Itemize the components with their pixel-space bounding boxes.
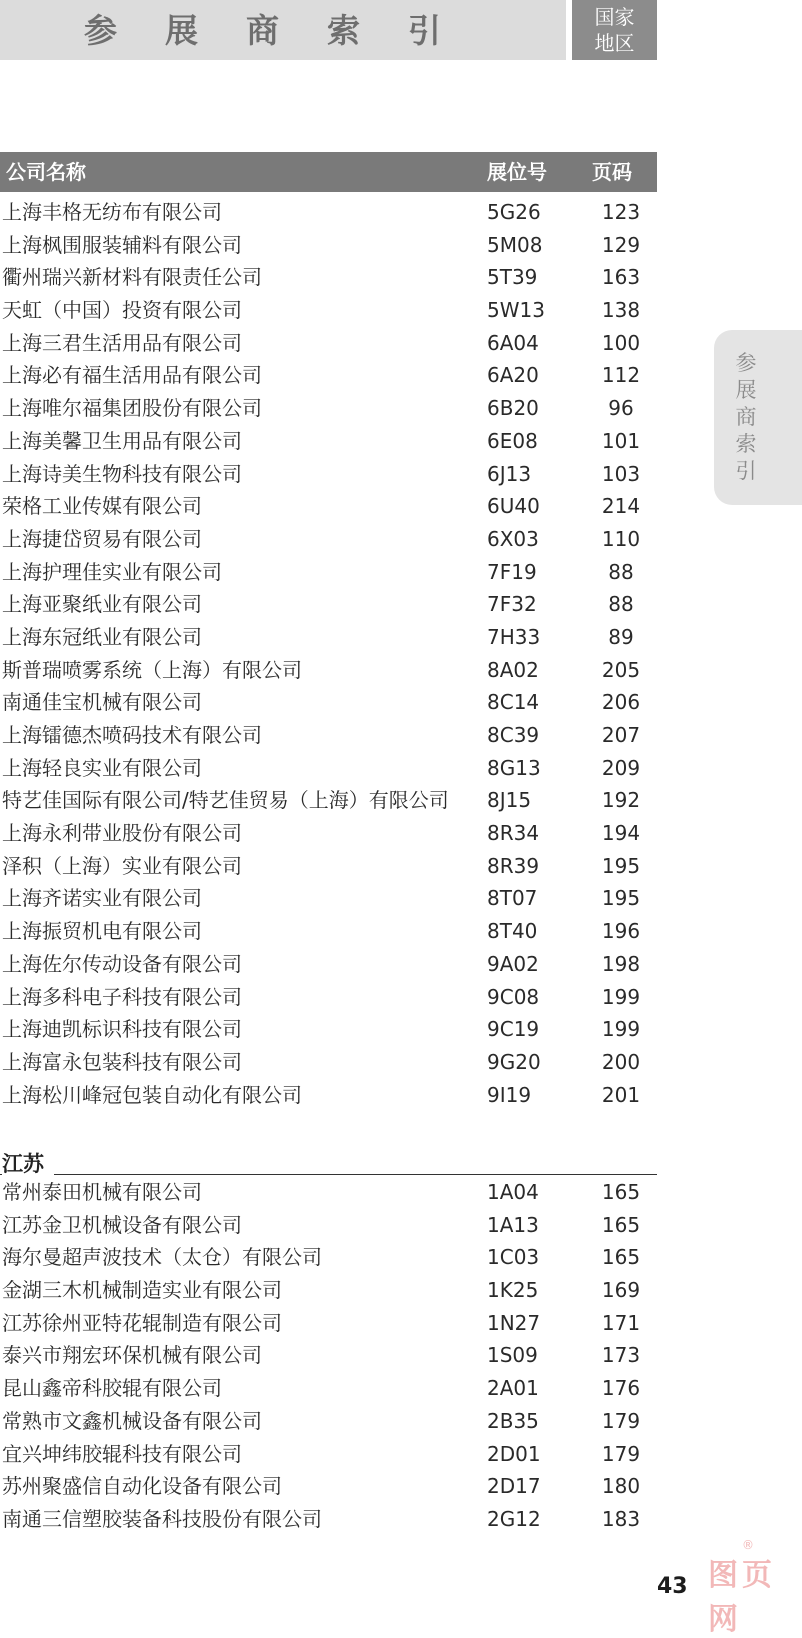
booth-number: 7F32 bbox=[487, 592, 537, 617]
page-ref: 163 bbox=[601, 265, 641, 290]
company-name: 上海东冠纸业有限公司 bbox=[2, 624, 202, 649]
booth-number: 9A02 bbox=[487, 951, 539, 976]
page-ref: 179 bbox=[601, 1408, 641, 1433]
section-title: 江苏 bbox=[2, 1148, 54, 1178]
booth-number: 1K25 bbox=[487, 1278, 539, 1303]
booth-number: 1A13 bbox=[487, 1212, 539, 1237]
col-booth-header: 展位号 bbox=[487, 160, 547, 184]
company-name: 宜兴坤纬胶辊科技有限公司 bbox=[2, 1441, 242, 1466]
table-row bbox=[0, 784, 657, 817]
table-row bbox=[0, 1046, 657, 1079]
page-ref: 88 bbox=[608, 559, 634, 584]
table-row bbox=[0, 458, 657, 491]
table-row bbox=[0, 654, 657, 687]
page-ref: 123 bbox=[601, 200, 641, 224]
booth-number: 5W13 bbox=[487, 298, 545, 323]
table-row bbox=[0, 1339, 657, 1372]
table-row bbox=[0, 1274, 657, 1307]
booth-number: 8C14 bbox=[487, 690, 540, 715]
company-name: 上海永利带业股份有限公司 bbox=[2, 821, 242, 846]
page-title: 参展商索引 bbox=[84, 11, 489, 50]
company-name: 江苏金卫机械设备有限公司 bbox=[2, 1212, 242, 1237]
table-row bbox=[0, 294, 657, 327]
page-ref: 206 bbox=[601, 690, 641, 715]
table-row bbox=[0, 1438, 657, 1471]
company-name: 上海唯尔福集团股份有限公司 bbox=[2, 396, 262, 421]
page-ref: 88 bbox=[608, 592, 634, 617]
booth-number: 8R34 bbox=[487, 821, 540, 846]
company-name: 上海多科电子科技有限公司 bbox=[2, 984, 242, 1009]
company-name: 昆山鑫帝科胶辊有限公司 bbox=[2, 1376, 222, 1401]
booth-number: 2D17 bbox=[487, 1474, 541, 1499]
booth-number: 7H33 bbox=[487, 624, 541, 649]
company-name: 上海护理佳实业有限公司 bbox=[2, 559, 222, 584]
page-ref: 199 bbox=[601, 984, 641, 1009]
page-ref: 194 bbox=[601, 821, 641, 846]
booth-number: 8A02 bbox=[487, 657, 539, 682]
page-ref: 176 bbox=[601, 1376, 641, 1401]
table-row bbox=[0, 556, 657, 589]
table-row bbox=[0, 1209, 657, 1242]
page-ref: 205 bbox=[601, 657, 641, 682]
table-row bbox=[0, 948, 657, 981]
booth-number: 2A01 bbox=[487, 1376, 539, 1401]
page-ref: 199 bbox=[601, 1017, 641, 1042]
table-row bbox=[0, 359, 657, 392]
page-ref: 196 bbox=[601, 919, 641, 944]
col-company-header: 公司名称 bbox=[6, 160, 86, 184]
company-name: 上海佐尔传动设备有限公司 bbox=[2, 951, 242, 976]
booth-number: 9C08 bbox=[487, 984, 540, 1009]
company-name: 上海镭德杰喷码技术有限公司 bbox=[2, 723, 262, 747]
page-ref: 165 bbox=[601, 1245, 641, 1270]
table-row bbox=[0, 1503, 657, 1536]
booth-number: 6X03 bbox=[487, 526, 539, 551]
table-row bbox=[0, 229, 657, 262]
company-name: 上海亚聚纸业有限公司 bbox=[2, 592, 202, 617]
table-row bbox=[0, 261, 657, 294]
company-name: 泰兴市翔宏环保机械有限公司 bbox=[2, 1343, 262, 1368]
booth-number: 9C19 bbox=[487, 1017, 540, 1042]
page-ref: 195 bbox=[601, 853, 641, 878]
booth-number: 8J15 bbox=[487, 788, 532, 813]
page-ref: 129 bbox=[601, 232, 641, 257]
table-row bbox=[0, 392, 657, 425]
page-ref: 112 bbox=[601, 363, 641, 388]
page-ref: 101 bbox=[601, 428, 641, 453]
col-page-header: 页码 bbox=[592, 160, 632, 184]
booth-number: 8G13 bbox=[487, 755, 541, 780]
watermark-logo: 图页网 bbox=[708, 1558, 776, 1637]
table-header bbox=[0, 152, 657, 192]
table-row bbox=[0, 621, 657, 654]
page-ref: 200 bbox=[601, 1049, 641, 1074]
booth-number: 2G12 bbox=[487, 1506, 541, 1531]
booth-number: 7F19 bbox=[487, 559, 537, 584]
company-name: 上海诗美生物科技有限公司 bbox=[2, 461, 242, 486]
page-ref: 201 bbox=[601, 1082, 641, 1107]
page-ref: 173 bbox=[601, 1343, 641, 1368]
company-name: 斯普瑞喷雾系统（上海）有限公司 bbox=[2, 657, 302, 682]
table-row bbox=[0, 1405, 657, 1438]
booth-number: 6E08 bbox=[487, 428, 538, 453]
page-ref: 198 bbox=[601, 951, 641, 976]
booth-number: 5G26 bbox=[487, 200, 541, 224]
booth-number: 1C03 bbox=[487, 1245, 540, 1270]
company-name: 上海松川峰冠包装自动化有限公司 bbox=[2, 1082, 302, 1107]
table-row bbox=[0, 719, 657, 752]
page-ref: 169 bbox=[601, 1278, 641, 1303]
booth-number: 8C39 bbox=[487, 723, 540, 747]
table-row bbox=[0, 1079, 657, 1112]
page-ref: 103 bbox=[601, 461, 641, 486]
booth-number: 1S09 bbox=[487, 1343, 538, 1368]
company-name: 上海富永包装科技有限公司 bbox=[2, 1049, 242, 1074]
booth-number: 8T40 bbox=[487, 919, 538, 944]
company-name: 上海丰格无纺布有限公司 bbox=[2, 200, 222, 224]
table-row bbox=[0, 1307, 657, 1340]
booth-number: 6J13 bbox=[487, 461, 532, 486]
table-row bbox=[0, 686, 657, 719]
company-name: 上海枫围服装辅料有限公司 bbox=[2, 232, 242, 257]
table-row bbox=[0, 915, 657, 948]
booth-number: 1N27 bbox=[487, 1310, 541, 1335]
page-ref: 110 bbox=[601, 526, 641, 551]
page-ref: 96 bbox=[608, 396, 634, 421]
page-ref: 138 bbox=[601, 298, 641, 323]
page-ref: 214 bbox=[601, 494, 641, 519]
table-row bbox=[0, 1013, 657, 1046]
company-name: 常熟市文鑫机械设备有限公司 bbox=[2, 1408, 262, 1433]
company-name: 上海齐诺实业有限公司 bbox=[2, 886, 202, 911]
page-ref: 179 bbox=[601, 1441, 641, 1466]
region-tab-line2: 地区 bbox=[594, 31, 635, 55]
table-row bbox=[0, 490, 657, 523]
table-row bbox=[0, 588, 657, 621]
side-index-tab bbox=[714, 330, 802, 505]
company-name: 衢州瑞兴新材料有限责任公司 bbox=[2, 265, 262, 290]
page-ref: 180 bbox=[601, 1474, 641, 1499]
page-ref: 209 bbox=[601, 755, 641, 780]
booth-number: 9I19 bbox=[487, 1082, 532, 1107]
side-index-tab-label: 参展商索引 bbox=[735, 351, 757, 483]
table-row bbox=[0, 817, 657, 850]
table-row bbox=[0, 752, 657, 785]
booth-number: 5M08 bbox=[487, 232, 543, 257]
table-row bbox=[0, 425, 657, 458]
company-name: 上海迪凯标识科技有限公司 bbox=[2, 1017, 242, 1042]
page-ref: 89 bbox=[608, 624, 634, 649]
company-name: 江苏徐州亚特花辊制造有限公司 bbox=[2, 1310, 282, 1335]
page-ref: 192 bbox=[601, 788, 641, 813]
table-row bbox=[0, 327, 657, 360]
booth-number: 1A04 bbox=[487, 1180, 539, 1204]
company-name: 上海三君生活用品有限公司 bbox=[2, 330, 242, 355]
company-name: 上海美馨卫生用品有限公司 bbox=[2, 428, 242, 453]
booth-number: 6A04 bbox=[487, 330, 539, 355]
page-number: 43 bbox=[657, 1574, 688, 1599]
company-name: 泽积（上海）实业有限公司 bbox=[2, 853, 242, 878]
company-name: 南通佳宝机械有限公司 bbox=[2, 690, 202, 715]
booth-number: 9G20 bbox=[487, 1049, 541, 1074]
table-row bbox=[0, 1176, 657, 1209]
company-name: 常州泰田机械有限公司 bbox=[2, 1180, 202, 1204]
booth-number: 8R39 bbox=[487, 853, 540, 878]
company-name: 上海必有福生活用品有限公司 bbox=[2, 363, 262, 388]
company-name: 荣格工业传媒有限公司 bbox=[2, 494, 202, 519]
page-ref: 171 bbox=[601, 1310, 641, 1335]
table-row bbox=[0, 882, 657, 915]
table-row bbox=[0, 196, 657, 229]
booth-number: 2D01 bbox=[487, 1441, 541, 1466]
company-name: 天虹（中国）投资有限公司 bbox=[2, 298, 242, 323]
table-row bbox=[0, 523, 657, 556]
booth-number: 2B35 bbox=[487, 1408, 539, 1433]
company-name: 上海捷岱贸易有限公司 bbox=[2, 526, 202, 551]
table-row bbox=[0, 1241, 657, 1274]
page-ref: 183 bbox=[601, 1506, 641, 1531]
company-name: 上海振贸机电有限公司 bbox=[2, 919, 202, 944]
booth-number: 5T39 bbox=[487, 265, 538, 290]
region-tab-line1: 国家 bbox=[594, 5, 635, 29]
company-name: 海尔曼超声波技术（太仓）有限公司 bbox=[2, 1245, 322, 1270]
table-row bbox=[0, 981, 657, 1014]
page-ref: 195 bbox=[601, 886, 641, 911]
booth-number: 6B20 bbox=[487, 396, 539, 421]
page-ref: 100 bbox=[601, 330, 641, 355]
company-name: 南通三信塑胶装备科技股份有限公司 bbox=[2, 1506, 322, 1531]
registered-mark: ® bbox=[742, 1538, 754, 1552]
company-name: 金湖三木机械制造实业有限公司 bbox=[2, 1278, 282, 1303]
booth-number: 6U40 bbox=[487, 494, 540, 519]
table-row bbox=[0, 1372, 657, 1405]
booth-number: 8T07 bbox=[487, 886, 538, 911]
company-name: 上海轻良实业有限公司 bbox=[2, 755, 202, 780]
table-row bbox=[0, 850, 657, 883]
booth-number: 6A20 bbox=[487, 363, 539, 388]
region-tab bbox=[572, 0, 657, 60]
jiangsu-table bbox=[0, 1176, 657, 1536]
company-name: 苏州聚盛信自动化设备有限公司 bbox=[2, 1474, 282, 1499]
header-bar bbox=[0, 0, 566, 60]
table-row bbox=[0, 1470, 657, 1503]
page-ref: 207 bbox=[601, 723, 641, 747]
company-name: 特艺佳国际有限公司/特艺佳贸易（上海）有限公司 bbox=[2, 788, 449, 813]
section-header-jiangsu bbox=[0, 1150, 657, 1175]
page-ref: 165 bbox=[601, 1180, 641, 1204]
exhibitor-table bbox=[0, 196, 657, 1111]
page-ref: 165 bbox=[601, 1212, 641, 1237]
